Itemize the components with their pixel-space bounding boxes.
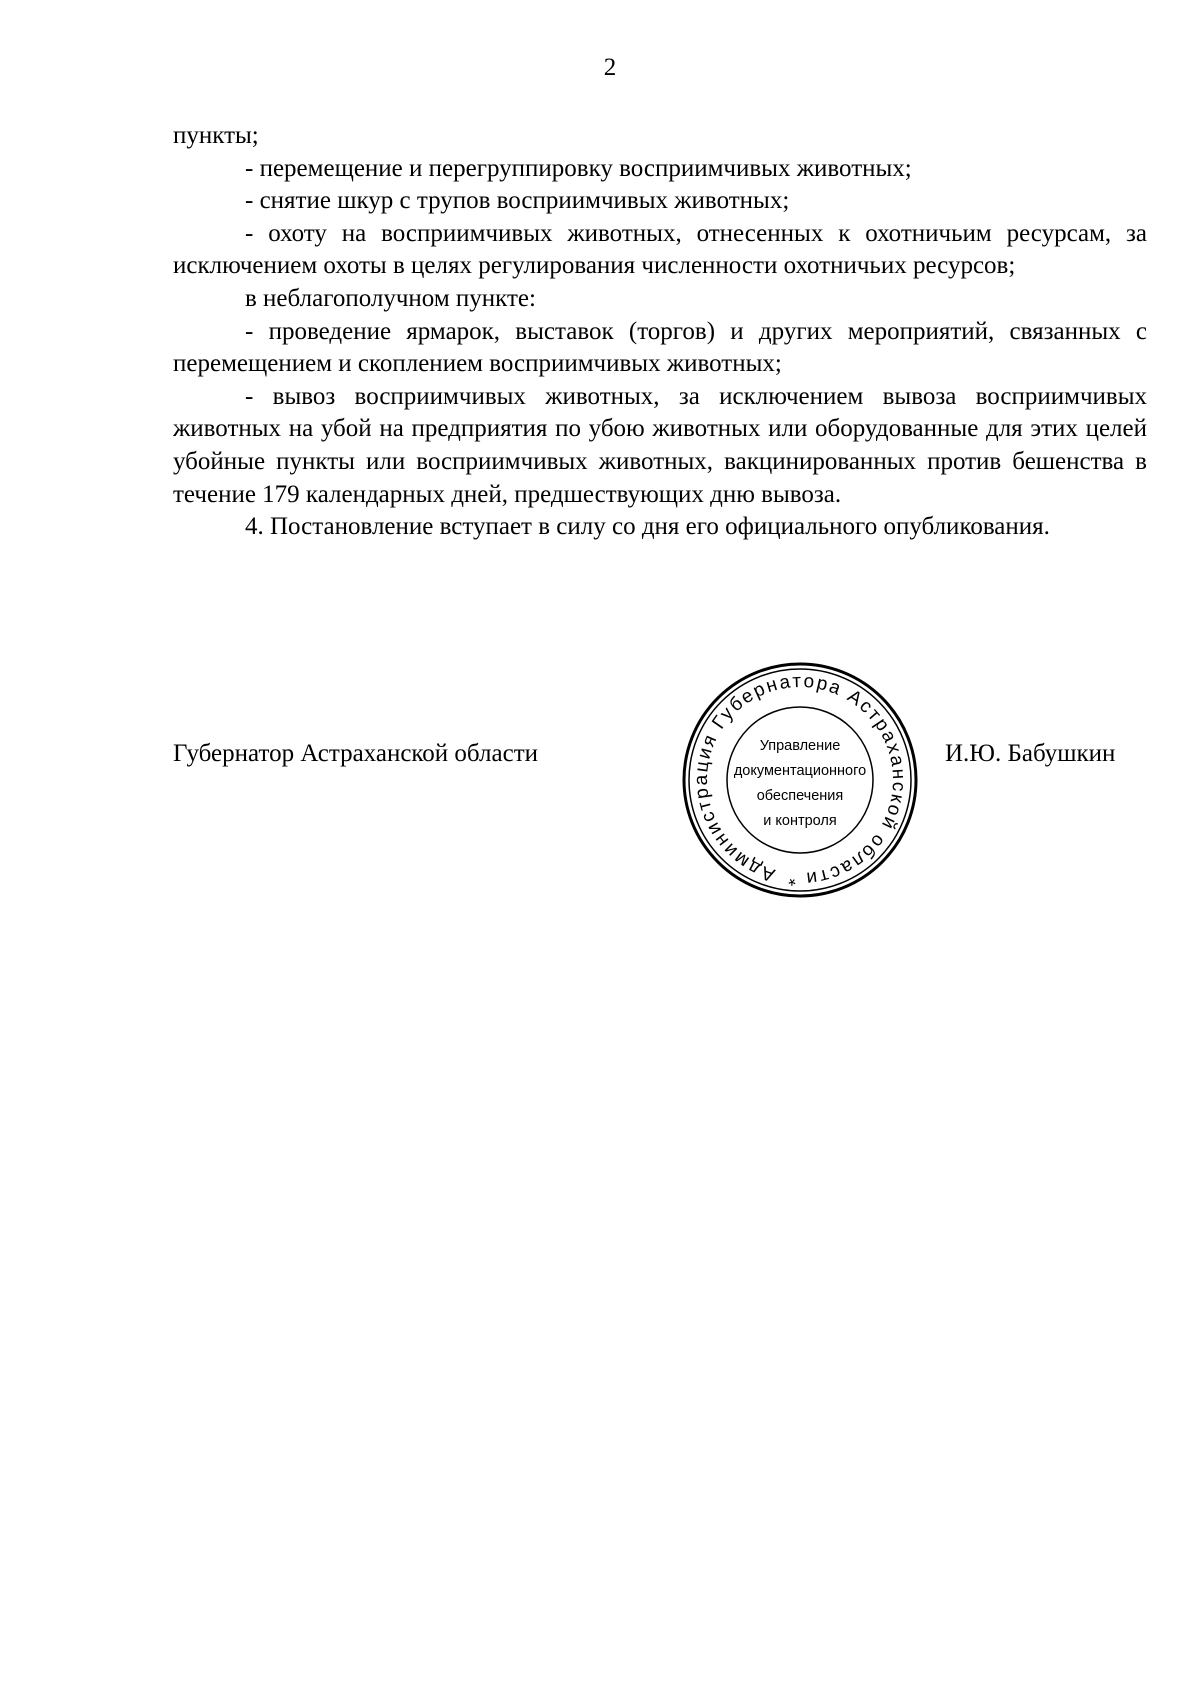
signature-title: Губернатор Астраханской области	[173, 740, 539, 767]
list-item: - охоту на восприимчивых животных, отнесенных к охотничьим ресурсам, за исключением охоты в целях регулирования численности охотничьих ресурсов;	[173, 219, 1147, 280]
paragraph: в неблагополучном пункте:	[245, 284, 536, 312]
official-seal	[680, 660, 920, 900]
list-item: - вывоз восприимчивых животных, за исключением вывоза восприимчивых животных на убой на предприятия по убою животных или оборудованные для этих целей убойные пункты или восприимчивых животных, вакцинированных против бешенства в течение 179 календарных дней, предшествующих дню вывоза.	[173, 382, 1147, 508]
seal-center-line: документационного	[733, 763, 867, 779]
signature-name: И.Ю. Бабушкин	[945, 740, 1116, 767]
list-item: - проведение ярмарок, выставок (торгов) и других мероприятий, связанных с перемещением и скоплением восприимчивых животных;	[173, 317, 1147, 378]
list-item: - снятие шкур с трупов восприимчивых животных;	[245, 187, 790, 215]
seal-center-line: и контроля	[763, 813, 837, 829]
list-item: - перемещение и перегруппировку восприимчивых животных;	[245, 154, 912, 182]
paragraph: пункты;	[173, 122, 259, 149]
page-number: 2	[603, 54, 617, 81]
clause-4: 4. Постановление вступает в силу со дня его официального опубликования.	[245, 513, 1050, 541]
document-body	[173, 120, 1147, 544]
seal-center-line: обеспечения	[756, 788, 844, 804]
seal-ring-text: Администрация Губернатора Астраханской области *	[690, 670, 910, 890]
seal-center-line: Управление	[759, 738, 841, 754]
